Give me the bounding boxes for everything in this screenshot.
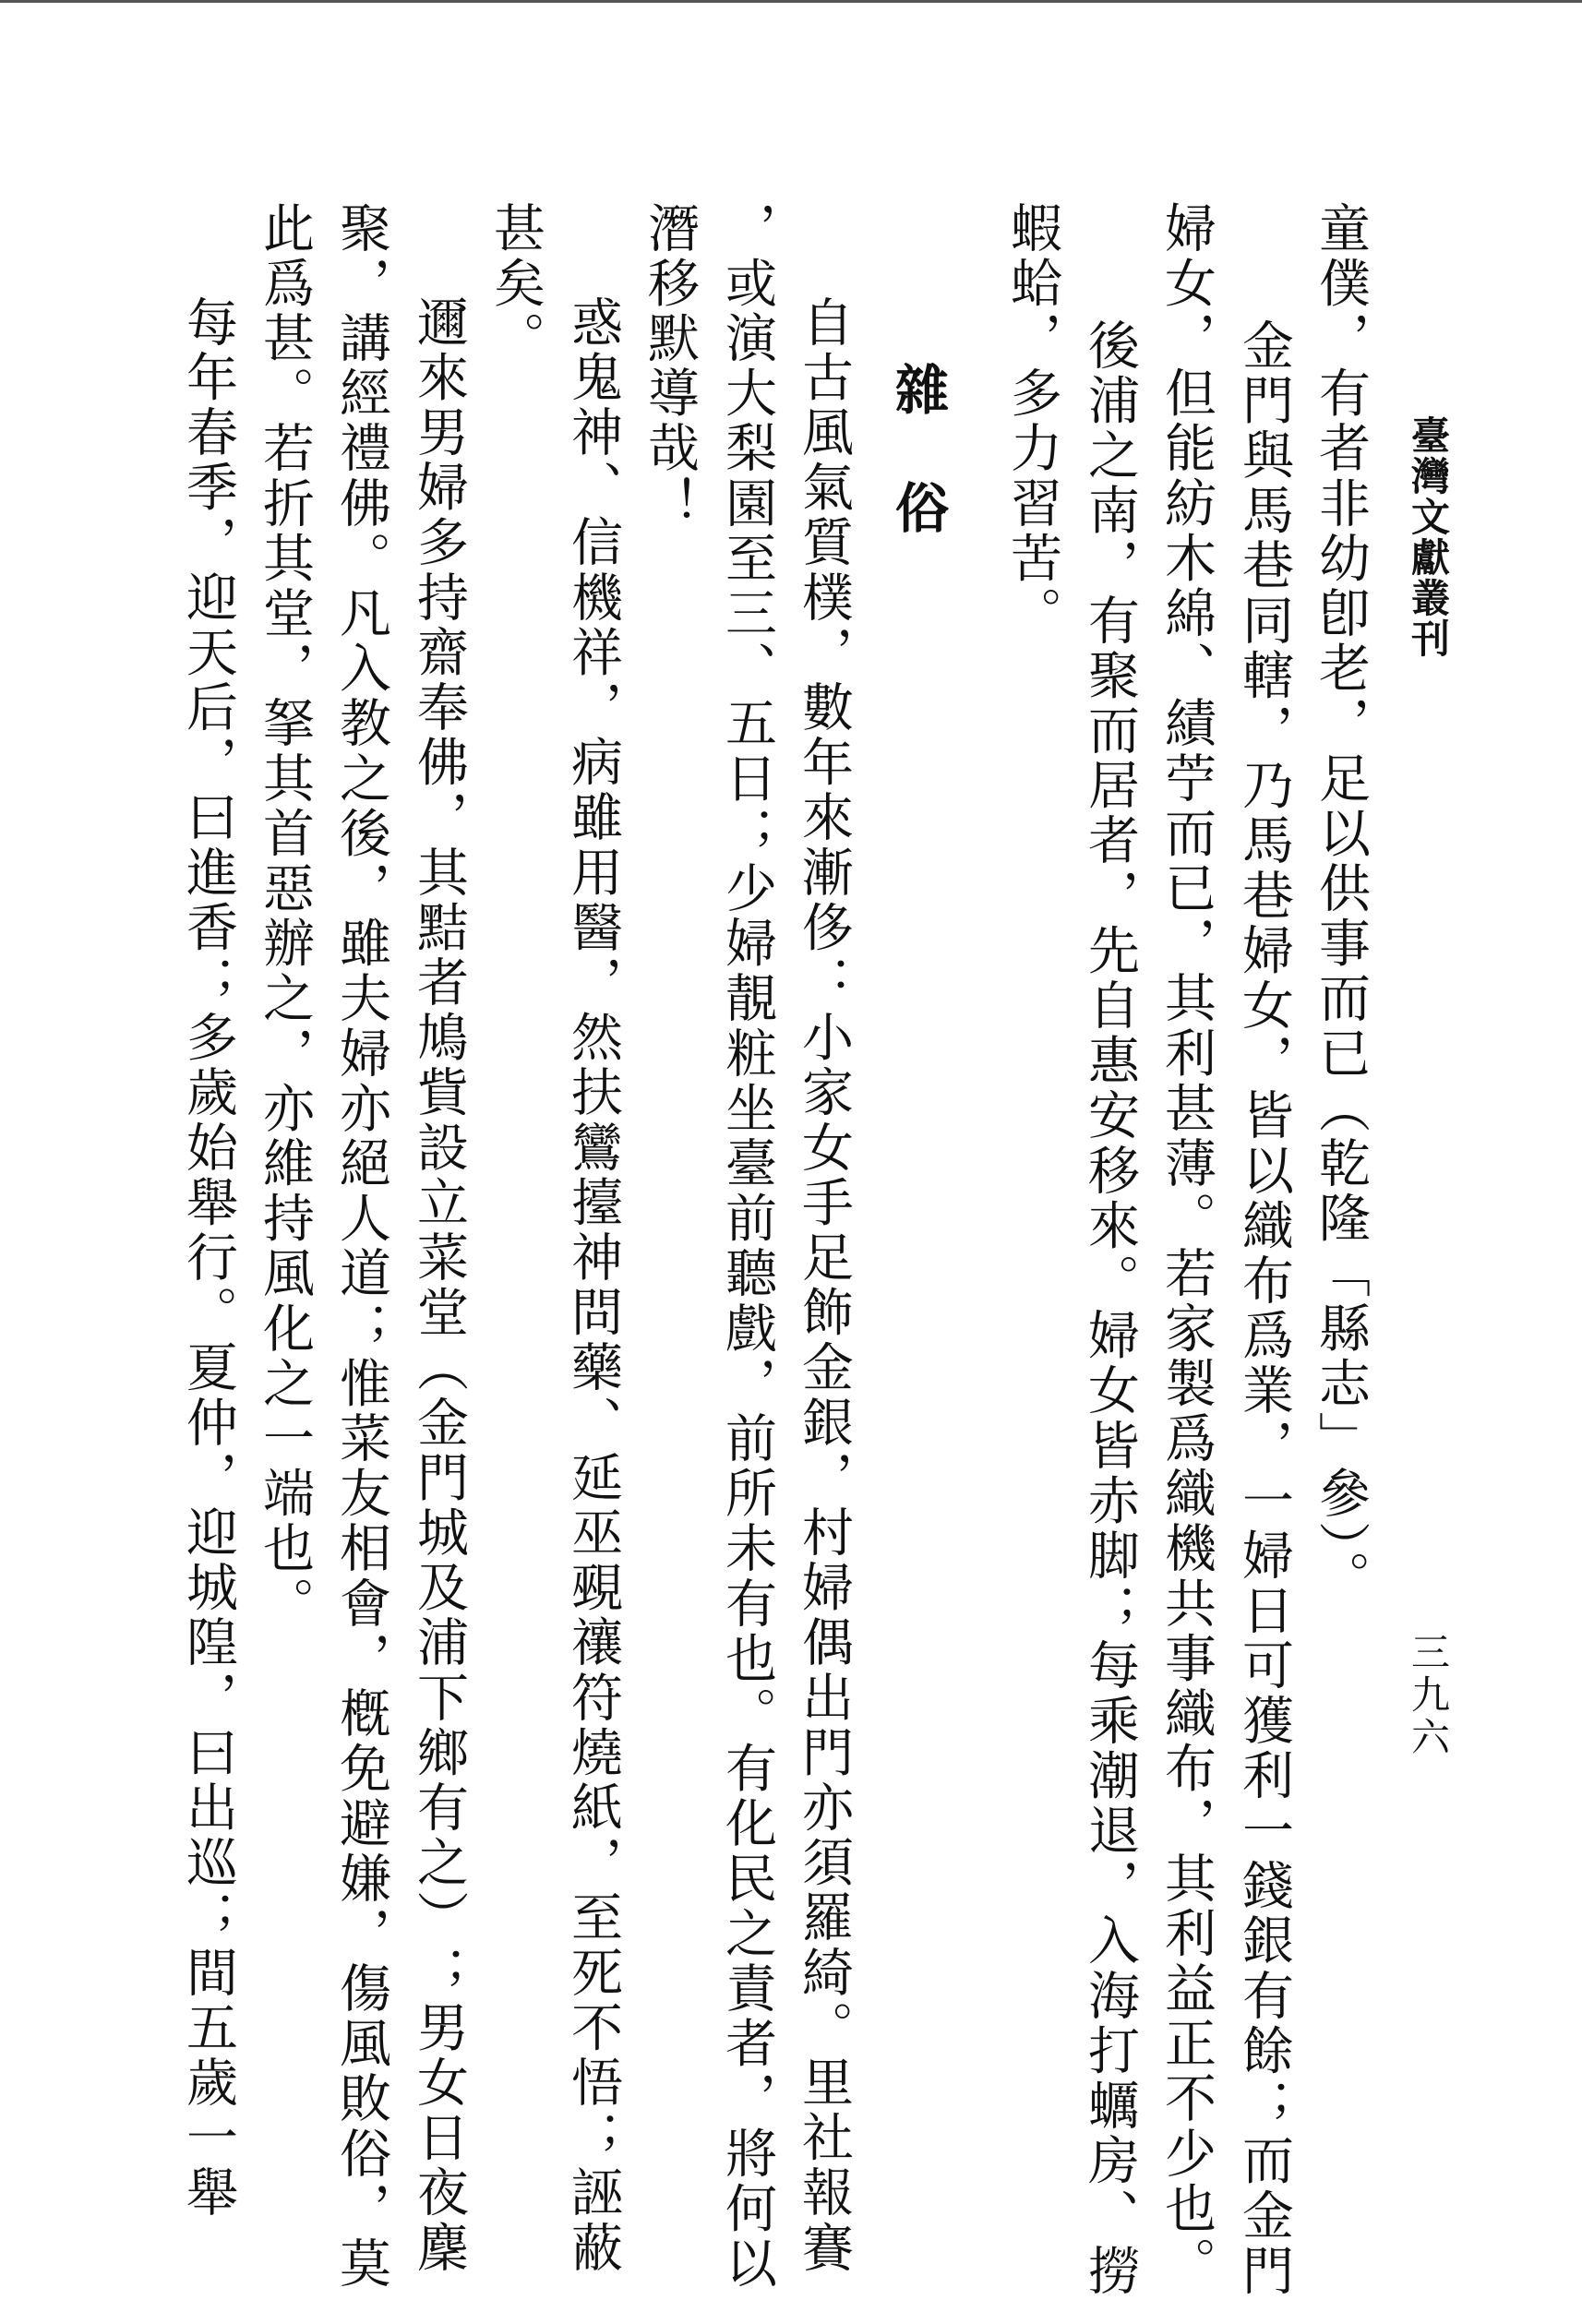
text-column-11: 邇來男婦多持齋奉佛，其黠者鳩貲設立菜堂（金門城及浦下鄉有之）；男女日夜麇 bbox=[409, 295, 469, 2276]
section-title: 雜俗 bbox=[886, 362, 949, 598]
text-column-6: 自古風氣質樸，數年來漸侈：小家女手足飾金銀，村婦偶出門亦須羅綺。里社報賽 bbox=[794, 295, 854, 2276]
text-column-9: 惑鬼神、信機祥，病雖用醫，然扶鸞擡神問藥、延巫覡禳符燒紙，至死不悟；誣蔽 bbox=[563, 295, 623, 2276]
text-column-14: 每年春季，迎天后，曰進香；多歲始舉行。夏仲，迎城隍，曰出巡；間五歲一舉 bbox=[178, 295, 238, 2221]
text-column-3: 婦女，但能紡木綿、績苧而已，其利甚薄。若家製爲織機共事織布，其利益正不少也。 bbox=[1157, 201, 1216, 2292]
top-border-line bbox=[0, 0, 1582, 3]
page-number: 三九六 bbox=[1406, 1632, 1451, 1759]
text-column-12: 聚，講經禮佛。凡入教之後，雖夫婦亦絕人道；惟菜友相會，槪免避嫌，傷風敗俗，莫 bbox=[331, 201, 391, 2292]
text-column-10: 甚矣。 bbox=[485, 201, 545, 366]
text-column-7: ，或演大梨園至三、五日；少婦靚粧坐臺前聽戲，前所未有也。有化民之責者，將何以 bbox=[717, 201, 777, 2292]
text-column-5: 蝦蛤，多力習苦。 bbox=[1002, 201, 1062, 641]
text-column-8: 潛移默導哉！ bbox=[640, 201, 700, 532]
text-column-4: 後浦之南，有聚而居者，先自惠安移來。婦女皆赤脚；每乘潮退，入海打蠣房、撈 bbox=[1080, 318, 1140, 2299]
running-header-title: 臺灣文獻叢刊 bbox=[1406, 415, 1451, 659]
text-column-1: 童僕，有者非幼卽老，足以供事而已（乾隆「縣志」參）。 bbox=[1311, 201, 1371, 1606]
text-column-2: 金門與馬巷同轄，乃馬巷婦女，皆以織布爲業，一婦日可獲利一錢銀有餘；而金門 bbox=[1234, 318, 1294, 2299]
text-column-13: 此爲甚。若折其堂，拏其首惡辦之，亦維持風化之一端也。 bbox=[255, 201, 315, 1632]
